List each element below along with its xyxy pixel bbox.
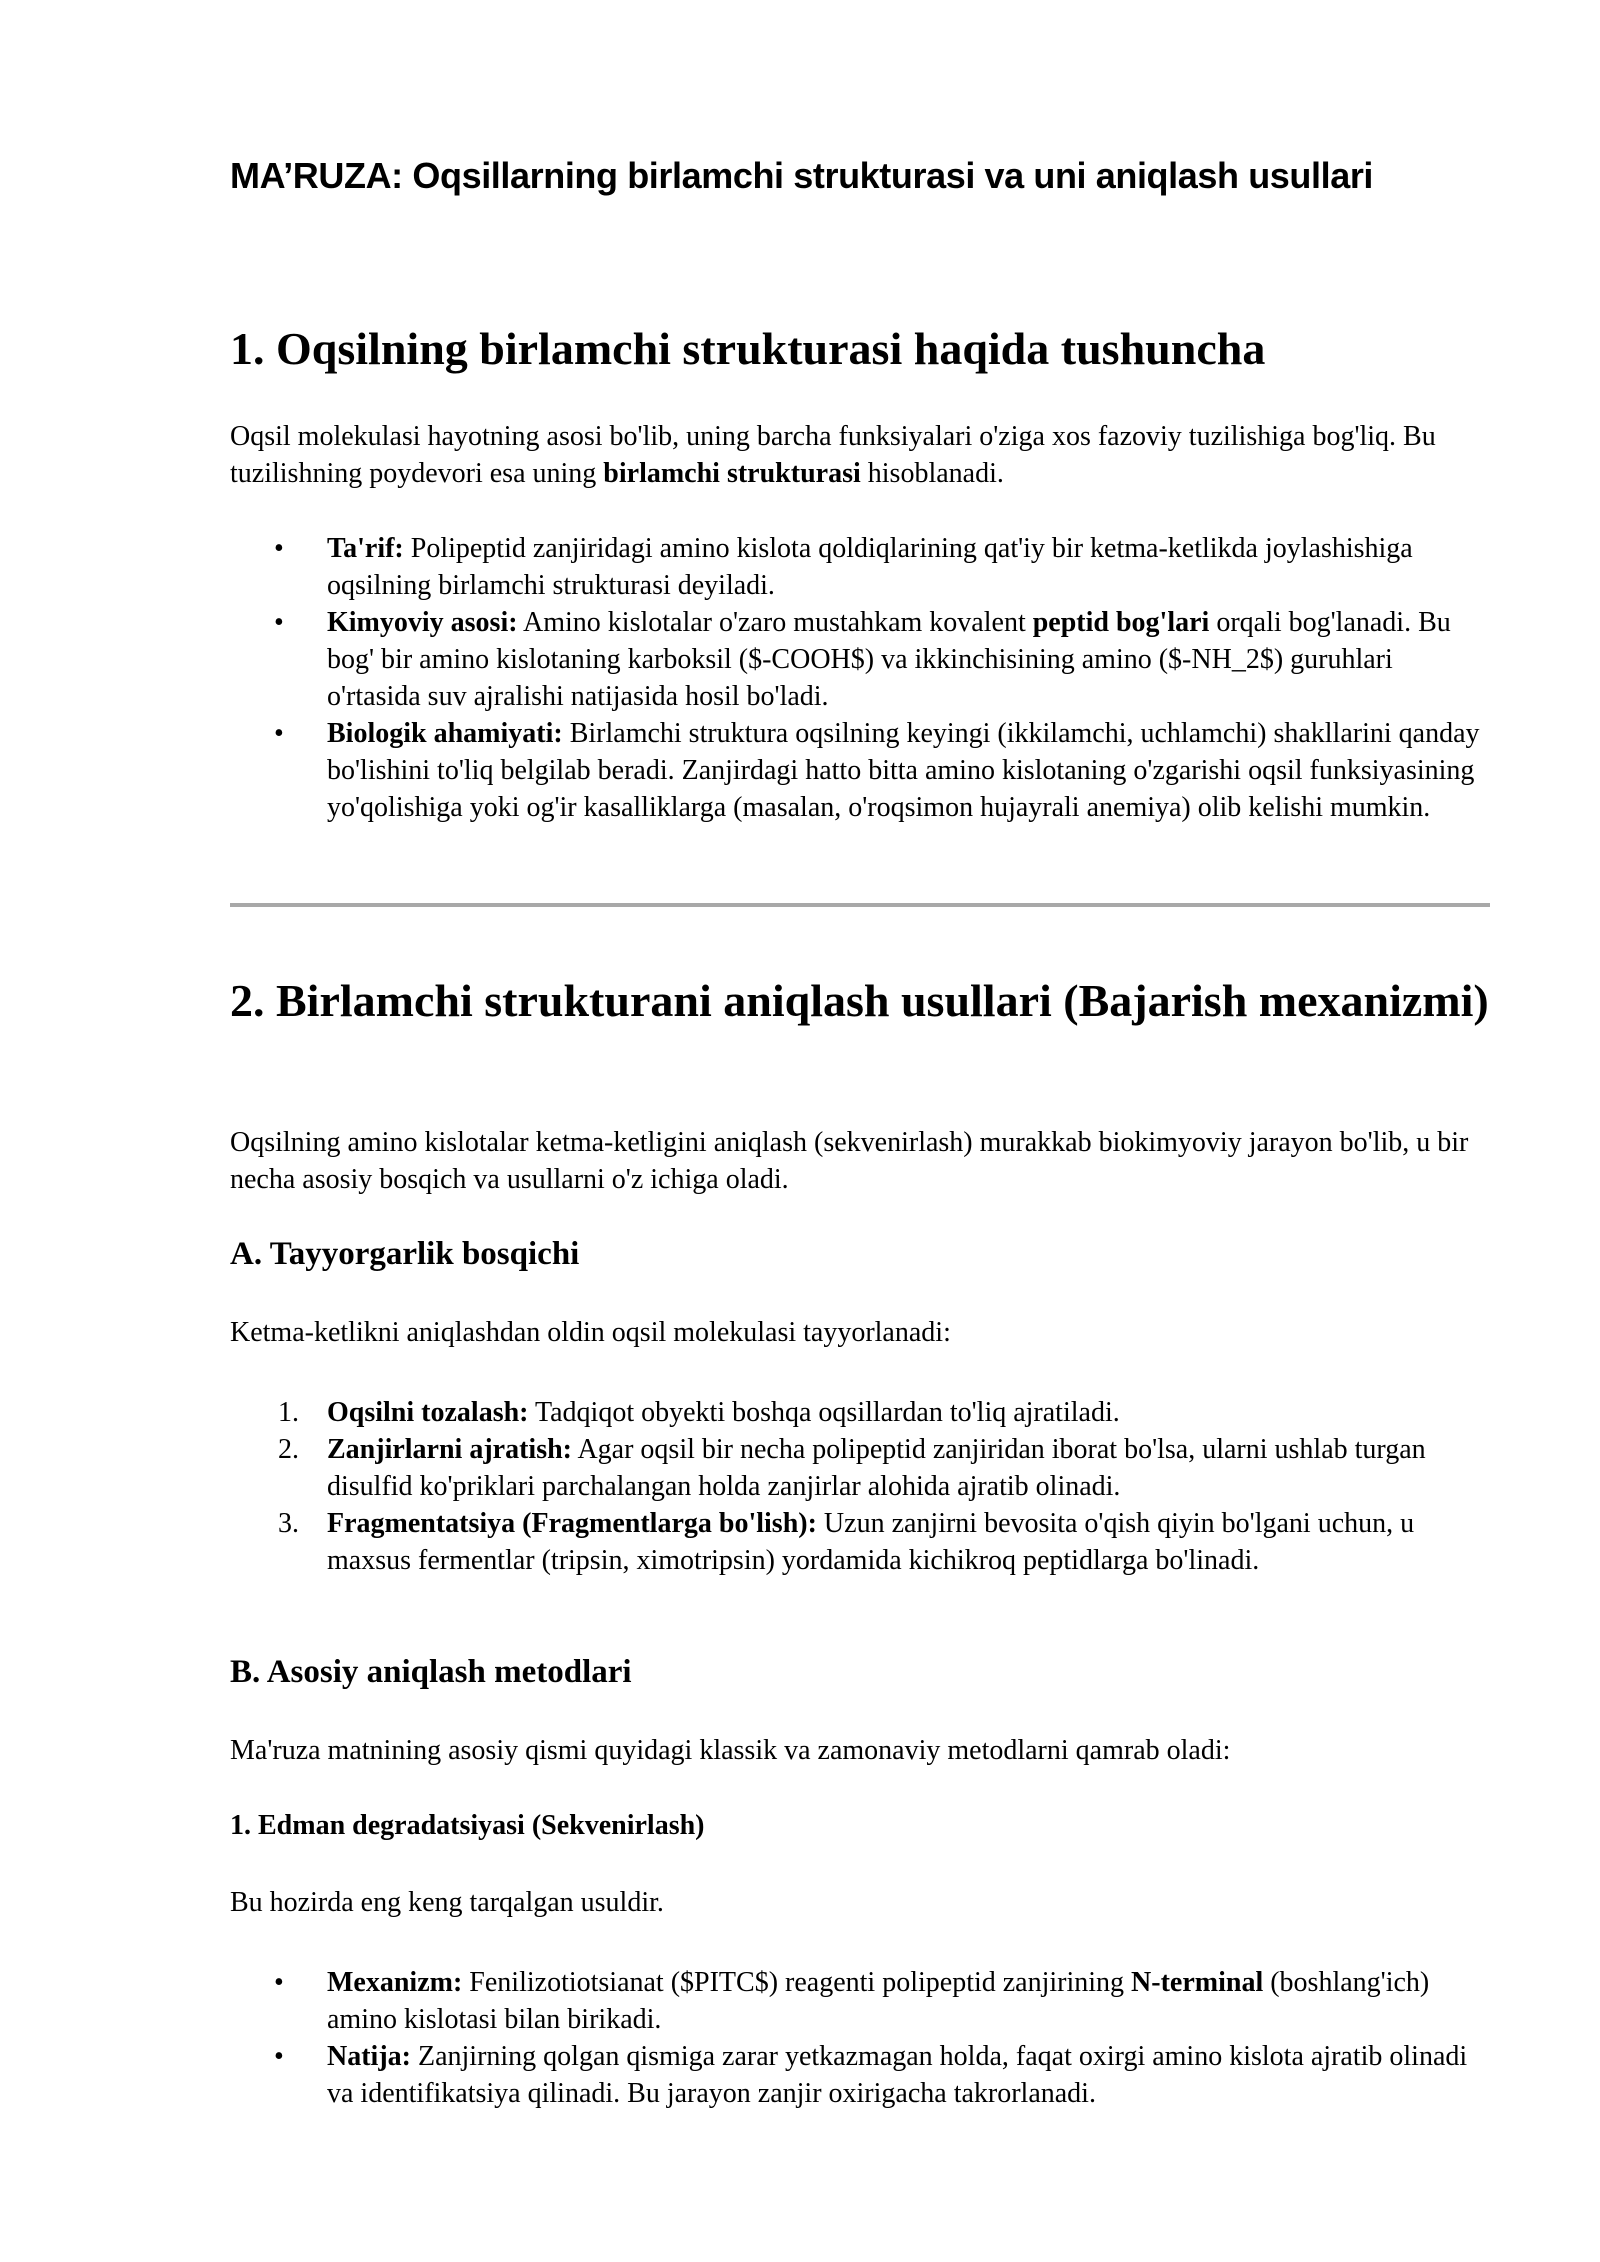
list-item-mexanizm [230, 1964, 1490, 2038]
bullet-marker: • [274, 1967, 284, 1998]
list-item-text: Birlamchi struktura oqsilning keyingi (ikkilamchi, uchlamchi) shakllarini qanday bo'lishini to'liq belgilab beradi. Zanjirdagi hatto bitta amino kislotaning o'zgarishi oqsil funksiyasining yo'qolishiga yoki og'ir kasalliklarga (masalan, o'roqsimon hujayrali anemiya) olib kelishi mumkin. [327, 718, 1480, 823]
number-marker: 3. [278, 1508, 299, 1539]
document-title: MA’RUZA: Oqsillarning birlamchi strukturasi va uni aniqlash usullari [230, 155, 1374, 196]
list-item-fragmentatsiya [230, 1505, 1490, 1579]
list-item-natija [230, 2038, 1490, 2112]
list-item-text: Zanjirning qolgan qismiga zarar yetkazmagan holda, faqat oxirgi amino kislota ajratib olinadi va identifikatsiya qilinadi. Bu jarayon zanjir oxirigacha takrorlanadi. [327, 2041, 1468, 2109]
bullet-marker: • [274, 533, 284, 564]
list-item-text-tail: (boshlang'ich) amino kislotasi bilan birikadi. [327, 1967, 1430, 2035]
horizontal-divider [230, 903, 1490, 907]
section-1-bullet-list [230, 530, 1490, 826]
list-item-label: Mexanizm: [327, 1967, 463, 1998]
list-item-zanjirlarni-ajratish [230, 1431, 1490, 1505]
section-1-intro [230, 418, 1490, 492]
subsection-a-intro: Ketma-ketlikni aniqlashdan oldin oqsil molekulasi tayyorlanadi: [230, 1317, 951, 1348]
section-1-intro-tail: hisoblanadi. [860, 458, 1004, 489]
list-item-label: Biologik ahamiyati: [327, 718, 563, 749]
section-1-intro-text: Oqsil molekulasi hayotning asosi bo'lib, uning barcha funksiyalari o'ziga xos fazoviy tuzilishiga bog'liq. Bu tuzilishning poydevori esa uning [230, 421, 1436, 489]
list-item-label: Oqsilni tozalash: [327, 1397, 529, 1428]
bullet-marker: • [274, 607, 284, 638]
list-item-text-tail: orqali bog'lanadi. Bu bog' bir amino kislotaning karboksil ($-COOH$) va ikkinchisining amino ($-NH_2$) guruhlari o'rtasida suv ajralishi natijasida hosil bo'ladi. [327, 607, 1451, 712]
method-1-heading: 1. Edman degradatsiyasi (Sekvenirlash) [230, 1810, 705, 1841]
list-item-label: Fragmentatsiya (Fragmentlarga bo'lish): [327, 1508, 817, 1539]
list-item-text: Uzun zanjirni bevosita o'qish qiyin bo'lgani uchun, u maxsus fermentlar (tripsin, ximotripsin) yordamida kichikroq peptidlarga bo'linadi. [327, 1508, 1415, 1576]
subsection-a-numbered-list [230, 1394, 1490, 1579]
number-marker: 2. [278, 1434, 299, 1465]
list-item-text: Polipeptid zanjiridagi amino kislota qoldiqlarining qat'iy bir ketma-ketlikda joylashishiga oqsilning birlamchi strukturasi deyiladi. [327, 533, 1413, 601]
subsection-b-intro: Ma'ruza matnining asosiy qismi quyidagi klassik va zamonaviy metodlarni qamrab oladi: [230, 1735, 1231, 1766]
list-item-kimyoviy-asosi [230, 604, 1490, 715]
section-2-intro: Oqsilning amino kislotalar ketma-ketligini aniqlash (sekvenirlash) murakkab biokimyoviy jarayon bo'lib, u bir necha asosiy bosqich va usullarni o'z ichiga oladi. [230, 1127, 1469, 1195]
section-1-heading: 1. Oqsilning birlamchi strukturasi haqida tushuncha [230, 323, 1266, 374]
number-marker: 1. [278, 1397, 299, 1428]
list-item-text: Fenilizotiotsianat ($PITC$) reagenti polipeptid zanjirining [462, 1967, 1132, 1998]
list-item-tarif [230, 530, 1490, 604]
list-item-oqsilni-tozalash [230, 1394, 1490, 1431]
list-item-label: Natija: [327, 2041, 411, 2072]
subsection-b-heading: B. Asosiy aniqlash metodlari [230, 1654, 632, 1690]
subsection-a-heading: A. Tayyorgarlik bosqichi [230, 1236, 580, 1272]
list-item-bold: N-terminal [1131, 1967, 1264, 1998]
section-2-heading: 2. Birlamchi strukturani aniqlash usullari (Bajarish mexanizmi) [230, 975, 1489, 1026]
list-item-text: Amino kislotalar o'zaro mustahkam kovalent [517, 607, 1033, 638]
method-1-intro: Bu hozirda eng keng tarqalgan usuldir. [230, 1887, 664, 1918]
list-item-biologik-ahamiyati [230, 715, 1490, 826]
section-1-intro-bold: birlamchi strukturasi [603, 458, 861, 489]
list-item-label: Ta'rif: [327, 533, 404, 564]
list-item-label: Zanjirlarni ajratish: [327, 1434, 572, 1465]
list-item-text: Agar oqsil bir necha polipeptid zanjiridan iborat bo'lsa, ularni ushlab turgan disulfid ko'priklari parchalangan holda zanjirlar alohida ajratib olinadi. [327, 1434, 1426, 1502]
list-item-label: Kimyoviy asosi: [327, 607, 518, 638]
list-item-text: Tadqiqot obyekti boshqa oqsillardan to'liq ajratiladi. [528, 1397, 1120, 1428]
list-item-bold: peptid bog'lari [1032, 607, 1210, 638]
bullet-marker: • [274, 2041, 284, 2072]
bullet-marker: • [274, 718, 284, 749]
method-1-bullet-list [230, 1964, 1490, 2112]
